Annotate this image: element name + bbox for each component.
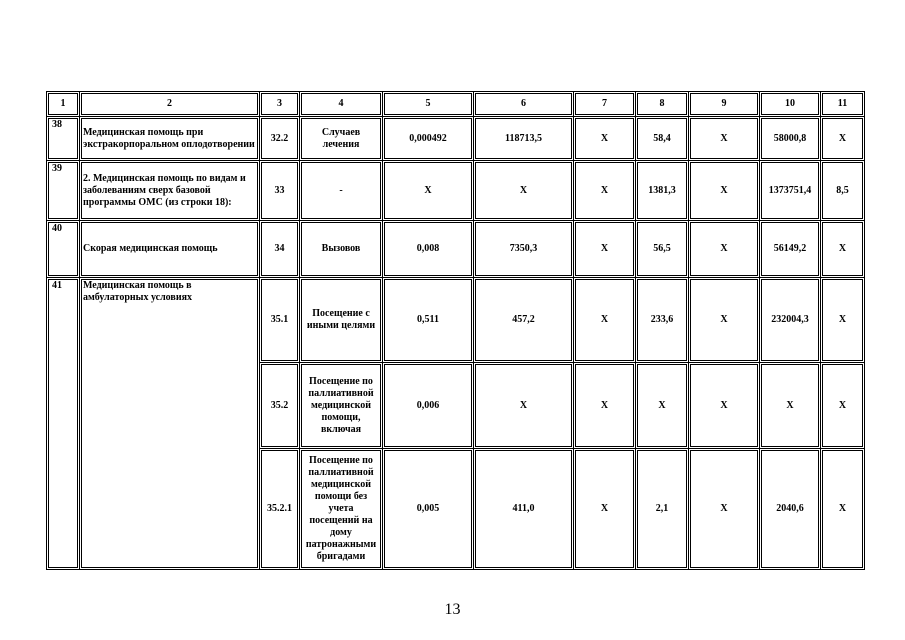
cell: X	[689, 221, 760, 278]
cell: 1373751,4	[760, 161, 821, 221]
cell: 118713,5	[474, 117, 574, 161]
header-cell: 6	[474, 92, 574, 117]
cell: 411,0	[474, 449, 574, 570]
row-name: Скорая медицинская помощь	[80, 221, 260, 278]
header-row	[47, 92, 865, 117]
cell: X	[474, 363, 574, 449]
data-table	[46, 91, 865, 570]
cell: 232004,3	[760, 278, 821, 363]
cell: 7350,3	[474, 221, 574, 278]
row-code: 35.2.1	[260, 449, 300, 570]
row-code: 35.2	[260, 363, 300, 449]
header-cell: 5	[383, 92, 474, 117]
header-cell: 4	[300, 92, 383, 117]
cell: 56149,2	[760, 221, 821, 278]
cell: 2,1	[636, 449, 689, 570]
cell: X	[821, 278, 865, 363]
row-name: Медицинская помощь в амбулаторных условиях	[80, 278, 260, 570]
cell: X	[574, 221, 636, 278]
cell: X	[821, 449, 865, 570]
cell: X	[821, 117, 865, 161]
table-row	[47, 221, 865, 278]
cell: X	[821, 363, 865, 449]
header-cell: 7	[574, 92, 636, 117]
cell: 1381,3	[636, 161, 689, 221]
row-number: 38	[47, 117, 80, 161]
cell: 0,008	[383, 221, 474, 278]
cell: X	[689, 278, 760, 363]
cell: 457,2	[474, 278, 574, 363]
table-row	[47, 117, 865, 161]
cell: X	[689, 117, 760, 161]
row-unit: Случаев лечения	[300, 117, 383, 161]
cell: X	[474, 161, 574, 221]
row-code: 34	[260, 221, 300, 278]
cell: X	[821, 221, 865, 278]
cell: X	[689, 161, 760, 221]
cell: 0,511	[383, 278, 474, 363]
row-name: 2. Медицинская помощь по видам и заболеваниям сверх базовой программы ОМС (из строки 18):	[80, 161, 260, 221]
row-unit: Посещение с иными целями	[300, 278, 383, 363]
cell: X	[636, 363, 689, 449]
row-name: Медицинская помощь при экстракорпоральном оплодотворении	[80, 117, 260, 161]
cell: 0,005	[383, 449, 474, 570]
table-row	[47, 278, 865, 363]
row-unit: Вызовов	[300, 221, 383, 278]
header-cell: 11	[821, 92, 865, 117]
row-code: 32.2	[260, 117, 300, 161]
cell: X	[574, 161, 636, 221]
cell: X	[574, 449, 636, 570]
table-row	[47, 161, 865, 221]
cell: 2040,6	[760, 449, 821, 570]
cell: 58,4	[636, 117, 689, 161]
cell: 56,5	[636, 221, 689, 278]
header-cell: 8	[636, 92, 689, 117]
header-cell: 3	[260, 92, 300, 117]
cell: 0,006	[383, 363, 474, 449]
cell: 8,5	[821, 161, 865, 221]
cell: 233,6	[636, 278, 689, 363]
row-code: 33	[260, 161, 300, 221]
cell: X	[383, 161, 474, 221]
cell: 0,000492	[383, 117, 474, 161]
cell: 58000,8	[760, 117, 821, 161]
row-unit: Посещение по паллиативной медицинской помощи, включая	[300, 363, 383, 449]
cell: X	[574, 117, 636, 161]
header-cell: 10	[760, 92, 821, 117]
row-unit: -	[300, 161, 383, 221]
cell: X	[689, 363, 760, 449]
header-cell: 1	[47, 92, 80, 117]
cell: X	[574, 363, 636, 449]
cell: X	[574, 278, 636, 363]
header-cell: 9	[689, 92, 760, 117]
row-number: 41	[47, 278, 80, 570]
page-number: 13	[444, 601, 461, 618]
row-number: 40	[47, 221, 80, 278]
header-cell: 2	[80, 92, 260, 117]
row-code: 35.1	[260, 278, 300, 363]
row-number: 39	[47, 161, 80, 221]
row-unit: Посещение по паллиативной медицинской помощи без учета посещений на дому патронажными бригадами	[300, 449, 383, 570]
cell: X	[689, 449, 760, 570]
cell: X	[760, 363, 821, 449]
